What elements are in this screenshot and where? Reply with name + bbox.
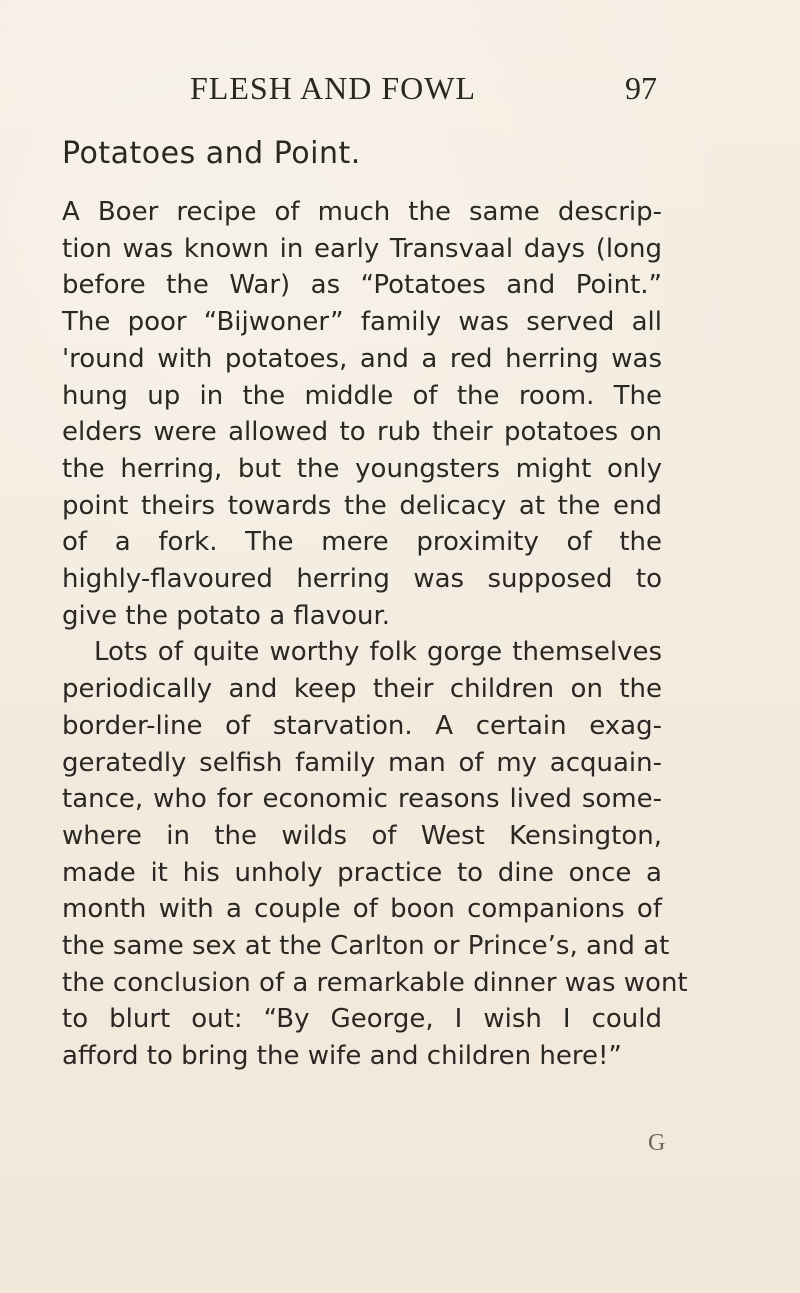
text-line-15: border-line of starvation. A certain exag-	[62, 710, 662, 741]
page-number: 97	[625, 70, 657, 106]
text-line-11: highly-flavoured herring was supposed to	[62, 564, 662, 595]
text-line-22: the conclusion of a remarkable dinner was wont	[62, 967, 688, 998]
text-line-23: to blurt out: “By George, I wish I could	[62, 1004, 662, 1035]
text-line-18: where in the wilds of West Kensington,	[62, 820, 662, 851]
text-line-6: hung up in the middle of the room. The	[62, 380, 662, 411]
text-line-16: geratedly selfish family man of my acquain-	[62, 747, 662, 778]
text-line-24: afford to bring the wife and children here!”	[62, 1041, 622, 1072]
text-line-9: point theirs towards the delicacy at the end	[62, 490, 662, 521]
text-line-7: elders were allowed to rub their potatoes on	[62, 417, 662, 448]
section-title: Potatoes and Point.	[62, 136, 361, 171]
text-line-3: before the War) as “Potatoes and Point.”	[62, 270, 662, 301]
text-line-5: 'round with potatoes, and a red herring was	[62, 343, 662, 374]
text-line-17: tance, who for economic reasons lived some-	[62, 784, 662, 815]
text-line-1: A Boer recipe of much the same descrip-	[62, 197, 662, 227]
text-line-10: of a fork. The mere proximity of the	[62, 527, 662, 558]
body-text	[62, 194, 688, 1075]
text-line-8: the herring, but the youngsters might only	[62, 453, 662, 484]
text-line-21: the same sex at the Carlton or Prince’s, and at	[62, 931, 670, 962]
text-line-13: Lots of quite worthy folk gorge themselves	[94, 637, 662, 668]
text-line-2: tion was known in early Transvaal days (long	[62, 233, 662, 264]
text-line-20: month with a couple of boon companions of	[62, 894, 662, 925]
text-line-12: give the potato a flavour.	[62, 600, 391, 631]
text-line-19: made it his unholy practice to dine once a	[62, 857, 662, 888]
running-head: FLESH AND FOWL	[190, 70, 477, 106]
text-line-14: periodically and keep their children on the	[62, 674, 662, 705]
signature-mark: G	[648, 1130, 666, 1156]
text-line-4: The poor “Bijwoner” family was served all	[62, 307, 662, 338]
